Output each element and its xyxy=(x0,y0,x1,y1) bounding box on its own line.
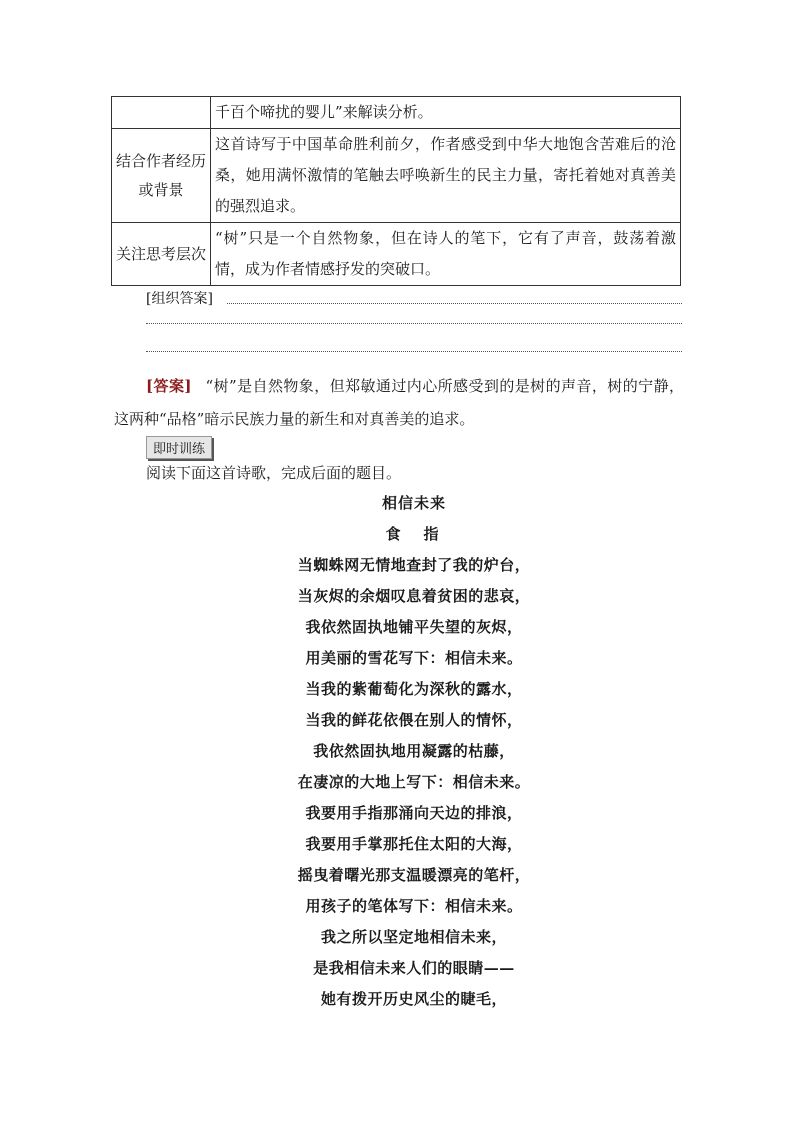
answer-blank-line xyxy=(146,351,682,352)
row-label: 关注思考层次 xyxy=(112,223,211,286)
row-content: “树”只是一个自然物象，但在诗人的笔下，它有了声音，鼓荡着激情，成为作者情感抒发的突破口。 xyxy=(211,223,681,286)
table-row xyxy=(112,129,681,223)
practice-badge: 即时训练 xyxy=(146,436,212,459)
answer-text: “树”是自然物象，但郑敏通过内心所感受到的是树的声音，树的宁静，这两种“品格”暗示民族力量的新生和对真善美的追求。 xyxy=(114,377,685,428)
poem-line: 我要用手掌那托住太阳的大海， xyxy=(305,835,523,853)
poem-line: 当我的鲜花依偎在别人的情怀， xyxy=(305,711,523,729)
poem-line: 她有拨开历史风尘的睫毛， xyxy=(320,990,507,1008)
poem-line: 用孩子的笔体写下：相信未来。 xyxy=(305,897,523,915)
answer-tag: [答案] xyxy=(146,377,192,395)
poem-line: 我要用手指那涌向天边的排浪， xyxy=(305,804,523,822)
organize-answer-row xyxy=(146,287,682,309)
poem-line: 我之所以坚定地相信未来， xyxy=(320,928,507,946)
row-content: 千百个啼扰的婴儿”来解读分析。 xyxy=(211,97,681,129)
row-content: 这首诗写于中国革命胜利前夕，作者感受到中华大地饱含苦难后的沧桑，她用满怀激情的笔触去呼唤新生的民主力量，寄托着她对真善美的强烈追求。 xyxy=(211,129,681,223)
organize-answer-label: [组织答案] xyxy=(146,291,213,307)
poem-line: 我依然固执地用凝露的枯藤， xyxy=(313,742,515,760)
table-row xyxy=(112,97,681,129)
answer-blank-line xyxy=(227,293,682,304)
poem-line: 是我相信未来人们的眼睛—— xyxy=(313,959,515,977)
poem xyxy=(111,488,717,1015)
table-row xyxy=(112,223,681,286)
row-label xyxy=(112,97,211,129)
poem-line: 当灰烬的余烟叹息着贫困的悲哀， xyxy=(297,587,531,605)
answer-paragraph xyxy=(114,370,684,436)
poem-author: 食 指 xyxy=(385,525,443,543)
analysis-table xyxy=(111,96,681,286)
instruction-text: 阅读下面这首诗歌，完成后面的题目。 xyxy=(146,464,402,482)
poem-line: 我依然固执地铺平失望的灰烬， xyxy=(305,618,523,636)
poem-line: 摇曳着曙光那支温暖漂亮的笔杆， xyxy=(297,866,531,884)
poem-line: 用美丽的雪花写下：相信未来。 xyxy=(305,649,523,667)
poem-line: 在凄凉的大地上写下：相信未来。 xyxy=(297,773,531,791)
poem-title: 相信未来 xyxy=(381,494,446,512)
answer-blank-line xyxy=(146,323,682,324)
row-label: 结合作者经历或背景 xyxy=(112,129,211,223)
poem-line: 当我的紫葡萄化为深秋的露水， xyxy=(305,680,523,698)
poem-line: 当蜘蛛网无情地查封了我的炉台， xyxy=(297,556,531,574)
